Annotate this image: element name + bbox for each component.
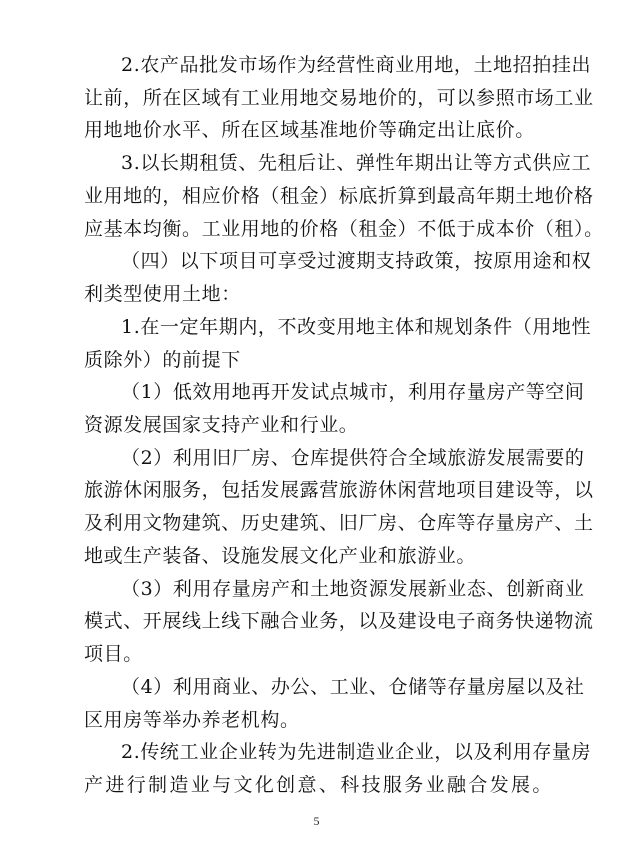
- text-line: 应基本均衡。工业用地的价格（租金）不低于成本价（租）。: [84, 218, 604, 240]
- page-number: 5: [313, 814, 320, 828]
- text-line: （4）利用商业、办公、工业、仓储等存量房屋以及社: [121, 676, 585, 698]
- text-line: （2）利用旧厂房、仓库提供符合全域旅游发展需要的: [121, 447, 585, 469]
- text-line: 业用地的，相应价格（租金）标底折算到最高年期土地价格: [84, 185, 594, 207]
- text-line: 项目。: [84, 643, 143, 665]
- text-line: 旅游休闲服务，包括发展露营旅游休闲营地项目建设等，以: [84, 479, 594, 501]
- text-line: 用地地价水平、所在区域基准地价等确定出让底价。: [84, 119, 535, 141]
- text-line: 地或生产装备、设施发展文化产业和旅游业。: [84, 545, 477, 567]
- text-line: 资源发展国家支持产业和行业。: [84, 414, 359, 436]
- text-line: 质除外）的前提下: [84, 349, 241, 371]
- text-line: 2.传统工业企业转为先进制造业企业，以及利用存量房: [121, 741, 592, 763]
- text-line: （1）低效用地再开发试点城市，利用存量房产等空间: [121, 381, 585, 403]
- text-line: 1.在一定年期内，不改变用地主体和规划条件（用地性: [121, 316, 592, 338]
- text-line: 3.以长期租赁、先租后让、弹性年期出让等方式供应工: [121, 152, 592, 174]
- text-line: （3）利用存量房产和土地资源发展新业态、创新商业: [121, 578, 585, 600]
- text-line: 2.农产品批发市场作为经营性商业用地，土地招拍挂出: [121, 54, 592, 76]
- text-line: 产进行制造业与文化创意、科技服务业融合发展。: [84, 774, 552, 796]
- text-line: 及利用文物建筑、历史建筑、旧厂房、仓库等存量房产、土: [84, 512, 594, 534]
- text-line: 让前，所在区域有工业用地交易地价的，可以参照市场工业: [84, 87, 594, 109]
- text-line: 模式、开展线上线下融合业务，以及建设电子商务快递物流: [84, 610, 594, 632]
- text-line: 利类型使用土地：: [84, 283, 241, 305]
- text-line: （四）以下项目可享受过渡期支持政策，按原用途和权: [121, 250, 592, 272]
- text-line: 区用房等举办养老机构。: [84, 709, 300, 731]
